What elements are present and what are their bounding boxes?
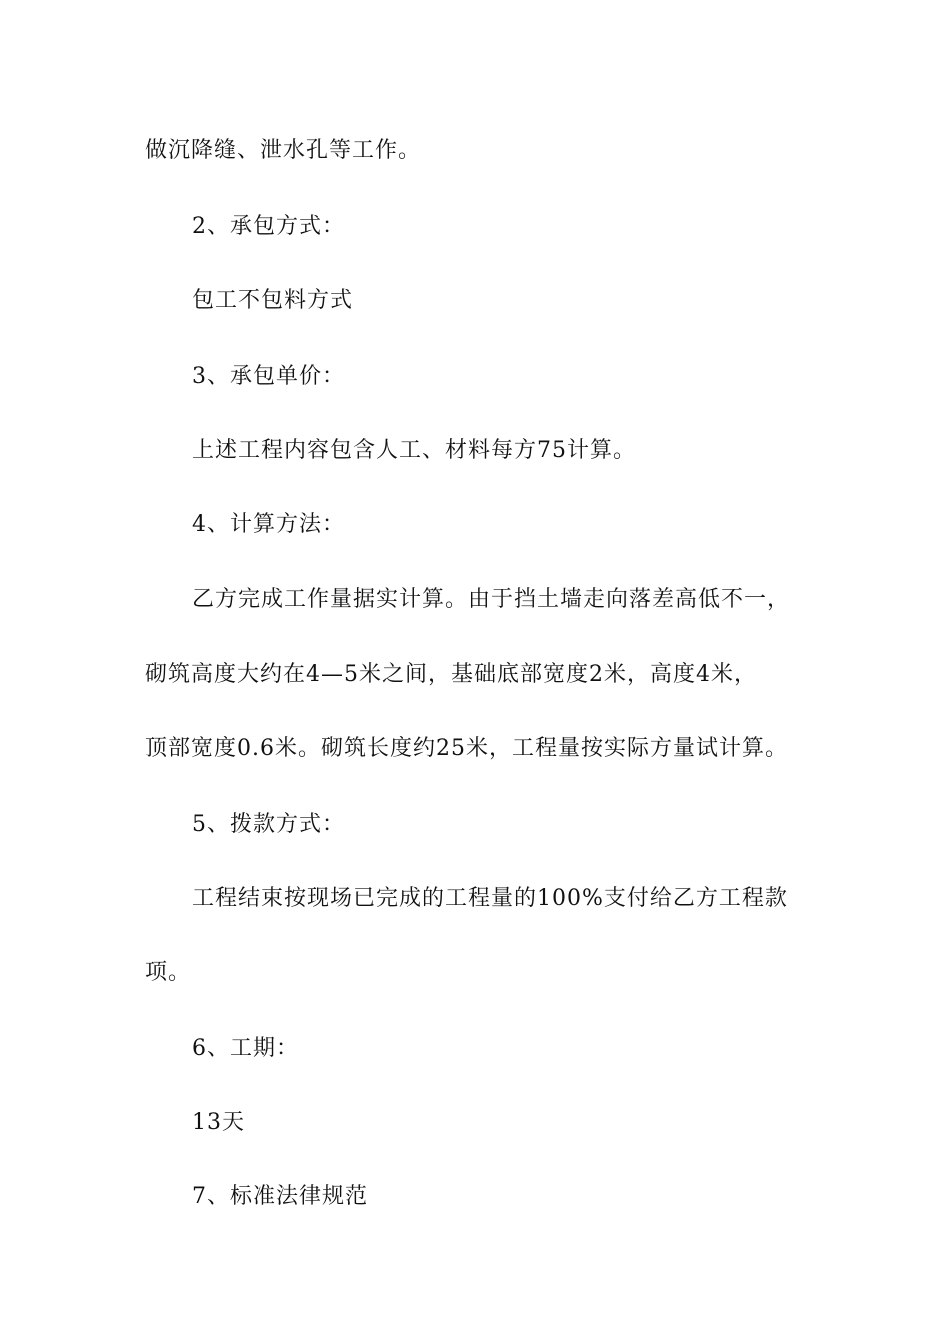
section-heading-payment-method: 5、拨款方式： <box>192 812 345 837</box>
paragraph-line: 砌筑高度大约在4—5米之间，基础底部宽度2米，高度4米， <box>145 662 757 687</box>
paragraph-line: 工程结束按现场已完成的工程量的100%支付给乙方工程款 <box>192 886 788 911</box>
section-heading-contract-method: 2、承包方式： <box>192 214 345 239</box>
paragraph-line: 包工不包料方式 <box>192 288 354 313</box>
paragraph-line: 乙方完成工作量据实计算。由于挡土墙走向落差高低不一， <box>192 587 791 612</box>
paragraph-line: 做沉降缝、泄水孔等工作。 <box>145 138 422 163</box>
section-heading-standards: 7、标准法律规范 <box>192 1184 368 1209</box>
paragraph-line: 顶部宽度0.6米。砌筑长度约25米，工程量按实际方量试计算。 <box>145 736 788 761</box>
section-heading-unit-price: 3、承包单价： <box>192 364 345 389</box>
paragraph-line: 上述工程内容包含人工、材料每方75计算。 <box>192 438 636 463</box>
section-heading-calculation-method: 4、计算方法： <box>192 512 345 537</box>
section-heading-duration: 6、工期： <box>192 1036 299 1061</box>
paragraph-line: 项。 <box>145 960 192 985</box>
paragraph-line: 13天 <box>192 1110 245 1135</box>
